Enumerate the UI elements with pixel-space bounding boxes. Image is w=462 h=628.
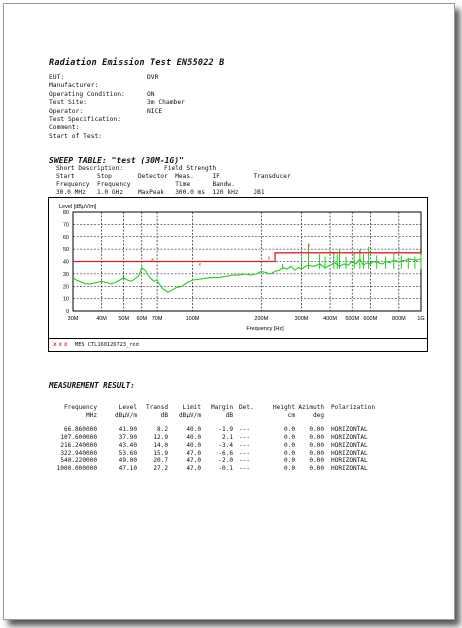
result-header-cell: Height [272, 404, 295, 411]
y-tick-label: 10 [62, 296, 69, 303]
info-value: ON [147, 90, 155, 98]
result-header-cell: dBµV/m [178, 411, 201, 419]
result-cell: 37.90 [118, 433, 137, 441]
info-row [49, 82, 185, 90]
result-cell: 47.0 [186, 465, 201, 473]
result-cell: 2.1 [221, 433, 233, 441]
x-tick-label: 400M [323, 316, 337, 322]
result-cell: 322.940000 [60, 449, 97, 457]
result-cell: 0.00 [309, 465, 324, 473]
x-tick-label: 50M [118, 316, 130, 322]
result-cell: --- [239, 425, 251, 433]
chart-legend [48, 338, 428, 352]
x-tick-label: 60M [136, 316, 148, 322]
legend-text: MES CTL160126723_red [75, 341, 139, 348]
result-cell: HORIZONTAL [331, 433, 368, 441]
result-header-cell: cm [287, 411, 295, 419]
table-row [49, 426, 391, 434]
x-tick-label: 100M [185, 316, 200, 322]
result-cell: 216.240000 [60, 441, 97, 449]
info-label: Test Site: [49, 99, 87, 107]
result-cell: --- [239, 449, 251, 457]
result-header-cell: Transd [145, 404, 168, 411]
result-header-cell: Margin [210, 404, 233, 411]
measurement-marker: x [267, 255, 271, 262]
result-cell: HORIZONTAL [331, 425, 368, 433]
result-header-cell: Level [118, 404, 137, 411]
result-cell: 53.60 [118, 449, 137, 457]
info-label: EUT: [49, 74, 65, 81]
chart-svg [49, 198, 427, 338]
info-value: DVR [147, 74, 159, 81]
result-cell: 40.0 [186, 433, 201, 441]
sweep-table-line: Start Stop Detector Meas. IF Transducer [56, 172, 291, 180]
x-tick-label: 500M [345, 316, 360, 322]
x-tick-label: 200M [254, 316, 269, 322]
legend-marker-symbols: x x x [53, 341, 68, 348]
sweep-table [56, 165, 291, 197]
result-cell: -6.6 [218, 449, 233, 457]
eut-info-block [49, 74, 185, 141]
y-tick-label: 20 [62, 284, 69, 291]
result-header-cell: Polarization [331, 404, 376, 411]
result-header-cell: dBµV/m [114, 411, 137, 419]
result-cell: 40.0 [186, 425, 201, 433]
result-cell: 1000.000000 [56, 465, 97, 473]
result-header-cell [233, 412, 265, 426]
result-cell: 43.40 [118, 441, 137, 449]
info-row [49, 116, 185, 124]
result-cell: HORIZONTAL [331, 449, 368, 457]
result-cell: 0.00 [309, 425, 324, 433]
result-cell: 41.90 [118, 425, 137, 433]
result-cell: -1.9 [218, 425, 233, 433]
result-cell: 66.860000 [63, 425, 97, 433]
result-cell: 20.7 [153, 457, 168, 465]
y-tick-label: 40 [62, 259, 69, 266]
info-value: NICE [147, 107, 163, 115]
x-axis-label: Frequency [Hz] [246, 326, 284, 332]
x-tick-label: 800M [391, 316, 406, 322]
info-label: Operator: [49, 107, 84, 115]
result-cell: HORIZONTAL [331, 457, 368, 465]
result-header-cell: deg [312, 411, 324, 419]
y-tick-label: 80 [62, 210, 69, 216]
measurement-marker: x [307, 242, 311, 249]
result-header-cell: Frequency [63, 404, 97, 411]
y-tick-label: 50 [62, 247, 69, 254]
result-cell: -2.0 [218, 457, 233, 465]
result-cell: 107.600000 [60, 433, 97, 441]
result-cell: 49.00 [118, 457, 137, 465]
x-tick-label: 600M [363, 316, 378, 322]
x-tick-label: 30M [67, 316, 79, 322]
info-row [49, 91, 185, 99]
measurement-marker: x [419, 250, 423, 257]
x-tick-label: 70M [151, 316, 163, 322]
info-row [49, 133, 185, 141]
measurement-marker: x [358, 248, 362, 255]
measurement-result-table [49, 404, 391, 473]
info-label: Test Specification: [49, 115, 122, 123]
result-header-cell: dB [160, 411, 168, 419]
measurement-marker: x [151, 257, 154, 264]
result-cell: 14.0 [153, 441, 168, 449]
result-cell: --- [239, 441, 251, 449]
result-cell: 0.0 [283, 449, 295, 457]
x-tick-label: 1G [417, 316, 425, 322]
result-cell: 0.00 [309, 441, 324, 449]
info-row [49, 108, 185, 116]
result-header-cell: MHz [85, 411, 97, 419]
info-row [49, 74, 185, 82]
result-cell: 0.0 [283, 425, 295, 433]
result-cell: 27.2 [153, 465, 168, 473]
result-header-cell: Limit [182, 404, 201, 411]
measurement-marker: x [198, 262, 202, 269]
info-value: 3m Chamber [147, 99, 185, 107]
info-row [49, 99, 185, 107]
y-tick-label: 70 [62, 222, 69, 229]
result-cell: 0.0 [283, 441, 295, 449]
info-row [49, 124, 185, 132]
result-cell: -0.1 [218, 465, 233, 473]
sweep-table-line: 30.0 MHz 1.0 GHz MaxPeak 300.0 ms 120 kHz JB1 [56, 188, 265, 196]
table-row [49, 465, 391, 473]
y-tick-label: 30 [62, 271, 69, 278]
x-tick-label: 300M [294, 316, 309, 322]
table-row [49, 457, 391, 465]
result-cell: HORIZONTAL [331, 441, 368, 449]
result-cell: 0.00 [309, 433, 324, 441]
result-cell: 0.00 [309, 449, 324, 457]
sweep-table-line: Frequency Frequency Time Bandw. [56, 180, 235, 188]
result-cell: -3.4 [218, 441, 233, 449]
info-label: Operating Condition: [49, 90, 125, 98]
result-header-cell: Azimuth [298, 404, 324, 411]
result-cell: 0.00 [309, 457, 324, 465]
y-tick-label: 60 [62, 234, 69, 241]
table-row [49, 450, 391, 458]
result-cell: --- [239, 433, 251, 441]
result-cell: 540.220000 [60, 457, 97, 465]
y-tick-label: 0 [65, 309, 69, 315]
result-cell: 12.9 [153, 433, 168, 441]
result-cell: 47.0 [186, 457, 201, 465]
result-cell: 0.0 [283, 433, 295, 441]
result-cell: 0.0 [283, 457, 295, 465]
measurement-result-title: MEASUREMENT RESULT: [49, 381, 135, 390]
result-cell: --- [239, 465, 251, 473]
sweep-table-title: SWEEP TABLE: "test (30M-1G)" [49, 156, 184, 165]
x-tick-label: 40M [96, 316, 107, 322]
result-cell: 0.0 [283, 465, 295, 473]
table-row [49, 434, 391, 442]
sweep-table-line: Short Description: Field Strength [56, 165, 217, 172]
report-title: Radiation Emission Test EN55022 B [49, 58, 225, 68]
y-axis-label: Level [dBµV/m] [59, 204, 97, 210]
result-header-cell: Det. [239, 404, 254, 411]
result-cell: 15.9 [153, 449, 168, 457]
table-row [49, 442, 391, 450]
info-label: Manufacturer: [49, 82, 99, 90]
emission-chart [48, 197, 428, 339]
result-header-row [49, 404, 391, 412]
info-label: Comment: [49, 124, 80, 132]
result-cell: 8.2 [156, 425, 168, 433]
info-label: Start of Test: [49, 132, 103, 140]
result-header-row [49, 412, 391, 426]
result-cell: 47.0 [186, 449, 201, 457]
result-header-cell: dB [225, 411, 233, 419]
document-page [3, 3, 455, 620]
result-header-cell [324, 412, 391, 426]
result-cell: --- [239, 457, 251, 465]
result-cell: 40.0 [186, 441, 201, 449]
result-cell: HORIZONTAL [331, 465, 368, 473]
result-cell: 47.10 [118, 465, 137, 473]
